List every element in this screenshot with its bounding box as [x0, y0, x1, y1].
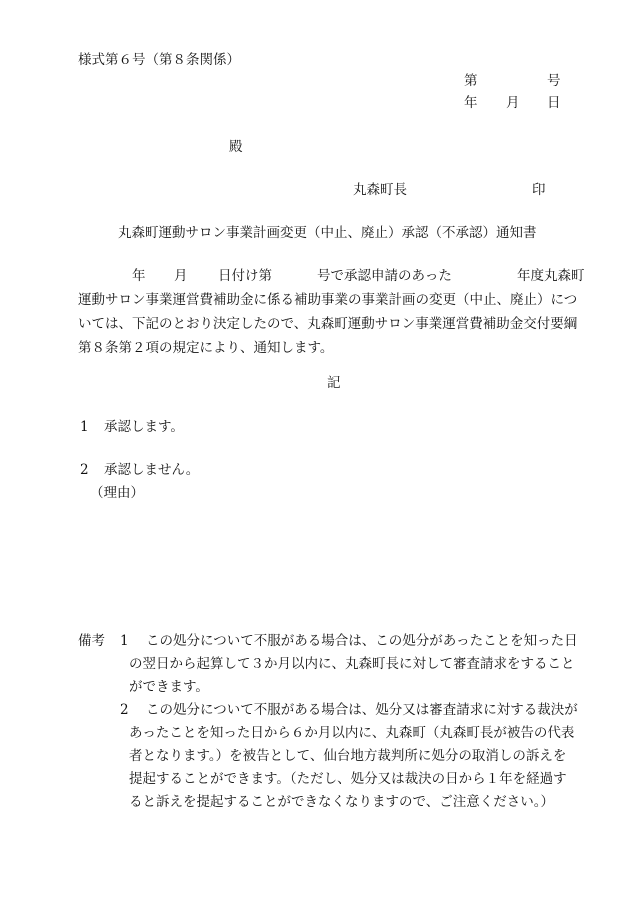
document-title: 丸森町運動サロン事業計画変更（中止、廃止）承認（不承認）通知書 — [118, 225, 537, 241]
note-2-line-1: この処分について不服がある場合は、処分又は審査請求に対する裁決が — [146, 702, 578, 718]
date-year: 年 — [464, 95, 478, 111]
notes-label: 備考 — [78, 633, 105, 649]
note-2-line-4: 提起することができます。（ただし、処分又は裁決の日から１年を経過す — [129, 771, 567, 787]
body-date-no: 日付け第 — [218, 268, 272, 284]
item-2-text: 承認しません。 — [104, 462, 200, 478]
body-month: 月 — [174, 268, 188, 284]
note-2-number: 2 — [120, 702, 129, 718]
addressee-suffix: 殿 — [229, 139, 243, 155]
seal-mark: 印 — [532, 182, 546, 198]
ki-heading: 記 — [327, 375, 341, 391]
body-line-3: いては、下記のとおり決定したので、丸森町運動サロン事業運営費補助金交付要綱 — [78, 316, 578, 332]
form-number: 様式第６号（第８条関係） — [78, 52, 240, 68]
doc-number-go: 号 — [547, 73, 561, 89]
note-2-line-5: ると訴えを提起することができなくなりますので、ご注意ください。） — [129, 794, 554, 810]
date-month: 月 — [506, 95, 520, 111]
doc-number-dai: 第 — [464, 73, 478, 89]
body-fiscal-year: 年度丸森町 — [517, 268, 585, 284]
body-line-4: 第８条第２項の規定により、通知します。 — [78, 340, 334, 356]
note-1-line-2: の翌日から起算して３か月以内に、丸森町長に対して審査請求をすること — [129, 656, 575, 672]
body-year: 年 — [132, 268, 146, 284]
item-1-number: 1 — [80, 419, 89, 435]
date-day: 日 — [547, 95, 561, 111]
item-1-text: 承認します。 — [104, 419, 184, 435]
note-2-line-3: 者となります。）を被告として、仙台地方裁判所に処分の取消しの訴えを — [129, 748, 567, 764]
body-line-2: 運動サロン事業運営費補助金に係る補助事業の事業計画の変更（中止、廃止）につ — [78, 292, 578, 308]
note-2-line-2: あったことを知った日から６か月以内に、丸森町（丸森町長が被告の代表 — [129, 725, 575, 741]
item-2-number: 2 — [80, 462, 89, 478]
note-1-number: 1 — [120, 633, 129, 649]
note-1-line-1: この処分について不服がある場合は、この処分があったことを知った日 — [146, 633, 578, 649]
body-application: 号で承認申請のあった — [317, 268, 452, 284]
reason-label: （理由） — [90, 485, 144, 501]
note-1-line-3: ができます。 — [129, 679, 209, 695]
sender-title: 丸森町長 — [353, 182, 407, 198]
